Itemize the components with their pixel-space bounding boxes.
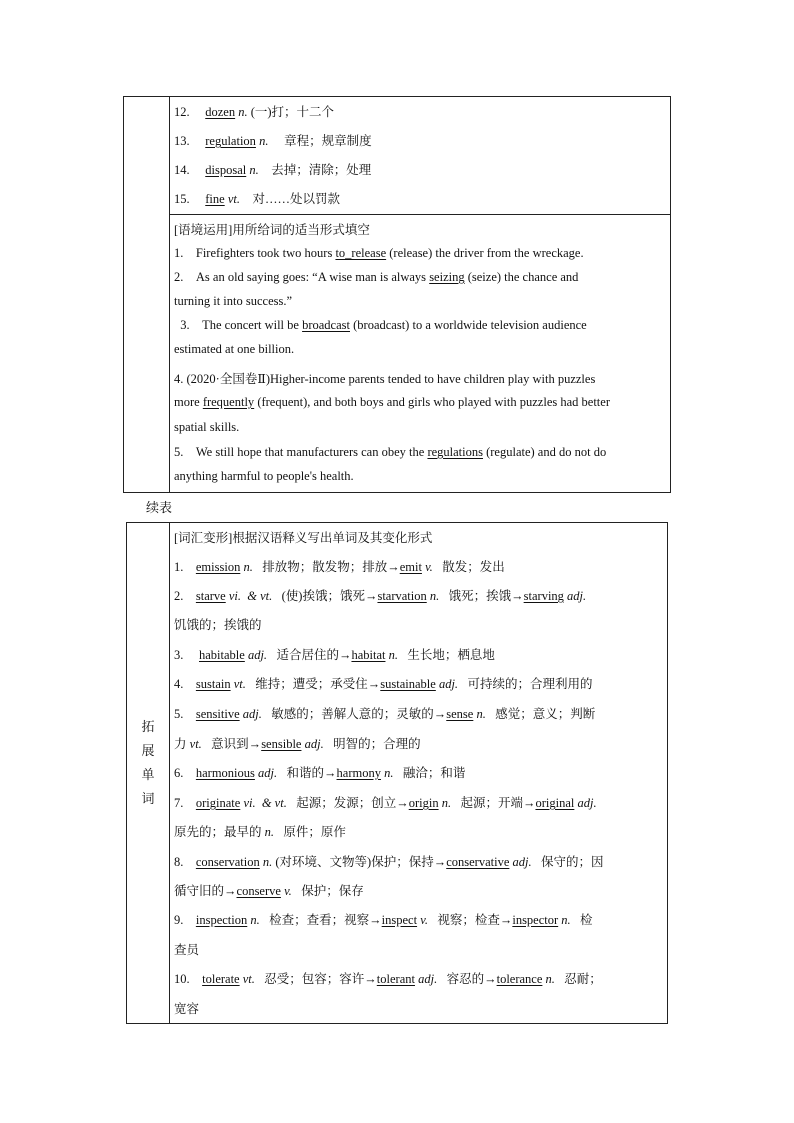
- part-of-speech: adj.: [563, 589, 587, 603]
- answer: regulations: [427, 445, 483, 459]
- line-text: 生长地；栖息地: [397, 648, 495, 662]
- part-of-speech: n.: [259, 855, 273, 869]
- word-line-4: [174, 674, 592, 692]
- sentence-4-cont: more frequently (frequent), and both boys and girls who played with puzzles had better: [174, 395, 610, 409]
- part-of-speech: n.: [426, 589, 440, 603]
- word-meaning: 对……处以罚款: [252, 192, 340, 206]
- line-text: 饥饿的；挨饿的: [174, 618, 262, 632]
- part-of-speech: n.: [558, 913, 571, 927]
- line-text: 检: [570, 913, 593, 927]
- word-line-7-cont: [174, 822, 346, 840]
- word-line-5: [174, 704, 595, 722]
- line-text: 起源；开端→: [451, 796, 536, 810]
- line-text: 排放物；散发物；排放→: [252, 560, 400, 574]
- line-text: 1.: [174, 560, 196, 574]
- part-of-speech: adj.: [254, 766, 278, 780]
- section-title: [词汇变形]根据汉语释义写出单词及其变化形式: [174, 531, 433, 545]
- vocab-word: regulation: [205, 134, 256, 148]
- sentence-5: 5. We still hope that manufacturers can obey the regulations (regulate) and do not do: [174, 445, 607, 459]
- line-text: 起源；发源；创立→: [286, 796, 409, 810]
- line-text: 散发；发出: [432, 560, 505, 574]
- answer-word: sensitive: [195, 707, 240, 721]
- part-of-speech: n.: [542, 972, 555, 986]
- section-title: [语境运用]用所给词的适当形式填空: [174, 223, 370, 237]
- line-text: (对环境、文物等)保护；保持→: [272, 855, 447, 869]
- line-text: 保守的；因: [531, 855, 604, 869]
- line-text: 融洽；和谐: [393, 766, 466, 780]
- answer-word: sustainable: [380, 677, 436, 691]
- word-line-9-cont: [174, 940, 199, 958]
- answer-word: conserve: [236, 884, 281, 898]
- row-divider: [170, 214, 670, 215]
- vocab-word: disposal: [205, 163, 247, 177]
- line-text: 保护；保存: [291, 884, 364, 898]
- line-text: 力: [174, 737, 190, 751]
- line-text: 循守旧的→: [174, 884, 237, 898]
- answer-word: sustain: [195, 677, 231, 691]
- word-meaning: 去掉；清除；处理: [271, 163, 372, 177]
- word-line-6: [174, 763, 465, 781]
- word-line-2-cont: [174, 615, 262, 633]
- part-of-speech: n.: [247, 913, 260, 927]
- vocab-table-1: [123, 96, 671, 493]
- answer-word: origin: [408, 796, 439, 810]
- item-number: 14.: [174, 163, 190, 177]
- answer: frequently: [202, 395, 255, 409]
- side-label: 拓 展 单 词: [141, 719, 155, 806]
- sentence-4: 4. (2020·全国卷Ⅱ)Higher-income parents tended to have children play with puzzles: [174, 372, 596, 386]
- line-text: 维持；遭受；承受住→: [245, 677, 381, 691]
- answer-word: originate: [195, 796, 241, 810]
- part-of-speech: vt.: [227, 192, 240, 206]
- answer-word: emit: [399, 560, 422, 574]
- line-text: 明智的；合理的: [323, 737, 421, 751]
- answer: to_release: [335, 246, 387, 260]
- line-text: 8.: [174, 855, 196, 869]
- vocab-item-14: [174, 160, 371, 178]
- answer-word: sensible: [261, 737, 302, 751]
- part-of-speech: n.: [473, 707, 486, 721]
- line-text: 忍耐；: [554, 972, 602, 986]
- answer-word: habitat: [351, 648, 386, 662]
- answer: seizing: [429, 270, 465, 284]
- vocab-item-15: [174, 189, 340, 207]
- part-of-speech: n.: [238, 105, 248, 119]
- part-of-speech: n.: [438, 796, 452, 810]
- answer-word: harmony: [336, 766, 381, 780]
- table2-side-cell: [127, 523, 170, 1023]
- word-line-10-cont: [174, 999, 199, 1017]
- part-of-speech: adj.: [414, 972, 438, 986]
- part-of-speech: adj.: [239, 707, 262, 721]
- line-text: 饿死；挨饿→: [439, 589, 524, 603]
- part-of-speech: adj.: [244, 648, 268, 662]
- part-of-speech: adj.: [509, 855, 532, 869]
- part-of-speech: adj.: [301, 737, 324, 751]
- line-text: 3.: [174, 648, 199, 662]
- line-text: 适合居住的→: [267, 648, 352, 662]
- item-number: 15.: [174, 192, 190, 206]
- word-line-8-cont: [174, 881, 364, 899]
- line-text: 和谐的→: [277, 766, 337, 780]
- answer-word: starvation: [377, 589, 427, 603]
- sentence-1: 1. Firefighters took two hours to_release (release) the driver from the wreckage.: [174, 246, 584, 260]
- vocab-table-2: [126, 522, 668, 1024]
- answer-word: starving: [523, 589, 564, 603]
- word-line-8: [174, 852, 604, 870]
- line-text: 5.: [174, 707, 196, 721]
- answer-word: habitable: [199, 648, 245, 662]
- part-of-speech: vt.: [230, 677, 246, 691]
- part-of-speech: adj.: [574, 796, 597, 810]
- answer: broadcast: [302, 318, 350, 332]
- line-text: 检查；查看；视察→: [259, 913, 382, 927]
- part-of-speech: n.: [240, 560, 253, 574]
- line-text: 可持续的；合理利用的: [458, 677, 593, 691]
- word-line-9: [174, 910, 593, 928]
- line-text: 6.: [174, 766, 196, 780]
- line-text: 宽容: [174, 1002, 200, 1016]
- line-text: 2.: [174, 589, 196, 603]
- line-text: 7.: [174, 796, 196, 810]
- line-text: 原先的；最早的: [174, 825, 265, 839]
- word-line-1: [174, 557, 505, 575]
- part-of-speech: vt.: [239, 972, 255, 986]
- continued-label: 续表: [146, 500, 173, 515]
- line-text: 意识到→: [201, 737, 262, 751]
- answer-word: sense: [446, 707, 474, 721]
- answer-word: harmonious: [195, 766, 255, 780]
- line-text: 感觉；意义；判断: [485, 707, 596, 721]
- line-text: 忍受；包容；容许→: [254, 972, 377, 986]
- answer-word: emission: [195, 560, 241, 574]
- vocab-item-13: [174, 131, 372, 149]
- line-text: 查员: [174, 943, 200, 957]
- vocab-word: dozen: [205, 105, 236, 119]
- answer-word: conservative: [446, 855, 510, 869]
- part-of-speech: vi. & vt.: [240, 796, 287, 810]
- word-line-7: [174, 793, 597, 811]
- word-line-10: [174, 969, 602, 987]
- line-text: (使)挨饿；饿死→: [272, 589, 378, 603]
- sentence-4-cont2: spatial skills.: [174, 420, 240, 434]
- part-of-speech: n.: [380, 766, 394, 780]
- part-of-speech: n.: [249, 163, 259, 177]
- vocab-word: fine: [205, 192, 225, 206]
- word-meaning: (一)打；十二个: [250, 105, 335, 119]
- sentence-2: 2. As an old saying goes: “A wise man is always seizing (seize) the chance and: [174, 270, 579, 284]
- line-text: 9.: [174, 913, 196, 927]
- sentence-3: 3. The concert will be broadcast (broadcast) to a worldwide television audience: [174, 318, 587, 332]
- answer-word: conservation: [195, 855, 260, 869]
- word-line-3: [174, 645, 495, 663]
- answer-word: tolerate: [202, 972, 240, 986]
- word-meaning: 章程；规章制度: [284, 134, 372, 148]
- line-text: 敏感的；善解人意的；灵敏的→: [261, 707, 447, 721]
- answer-word: inspect: [381, 913, 418, 927]
- line-text: 原件；原作: [274, 825, 346, 839]
- table1-side-cell: [124, 97, 170, 492]
- item-number: 12.: [174, 105, 190, 119]
- answer-word: tolerant: [376, 972, 415, 986]
- answer-word: starve: [195, 589, 226, 603]
- answer-word: inspector: [512, 913, 559, 927]
- item-number: 13.: [174, 134, 190, 148]
- line-text: 10.: [174, 972, 203, 986]
- word-line-2: [174, 586, 586, 604]
- sentence-2-cont: turning it into success.”: [174, 294, 293, 308]
- vocab-item-12: [174, 102, 334, 120]
- word-line-5-cont: [174, 734, 421, 752]
- line-text: 容忍的→: [437, 972, 497, 986]
- part-of-speech: n.: [385, 648, 398, 662]
- part-of-speech: v.: [280, 884, 292, 898]
- answer-word: inspection: [195, 913, 248, 927]
- part-of-speech: adj.: [435, 677, 459, 691]
- part-of-speech: v.: [421, 560, 433, 574]
- part-of-speech: v.: [417, 913, 428, 927]
- answer-word: tolerance: [496, 972, 543, 986]
- sentence-5-cont: anything harmful to people's health.: [174, 469, 354, 483]
- part-of-speech: n.: [259, 134, 269, 148]
- part-of-speech: vi. & vt.: [225, 589, 273, 603]
- part-of-speech: n.: [264, 825, 275, 839]
- line-text: 4.: [174, 677, 196, 691]
- answer-word: original: [535, 796, 575, 810]
- sentence-3-cont: estimated at one billion.: [174, 342, 295, 356]
- line-text: 视察；检查→: [427, 913, 513, 927]
- part-of-speech: vt.: [189, 737, 202, 751]
